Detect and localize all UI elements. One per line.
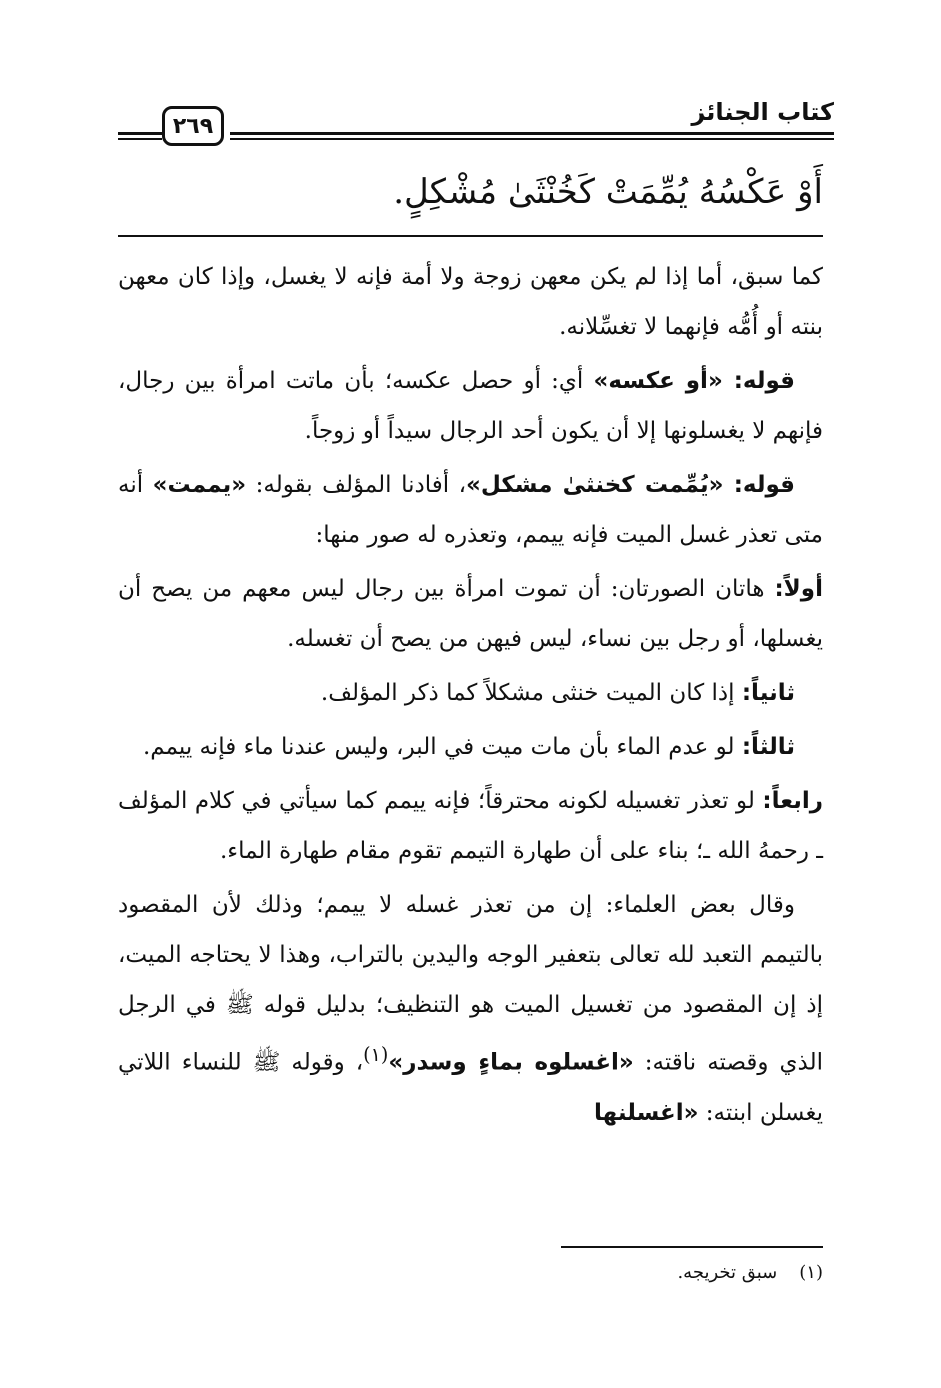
book-title: كتاب الجنائز [691, 98, 834, 126]
commentary [118, 252, 823, 1142]
paragraph [118, 880, 823, 1138]
quote-term: «يممت» [152, 472, 247, 498]
matn-divider [118, 235, 823, 237]
paragraph [118, 356, 823, 456]
header-rule-thin [230, 138, 834, 140]
paragraph [118, 776, 823, 876]
paragraph [118, 564, 823, 664]
footnote-number: (١) [799, 1262, 823, 1283]
footnote [677, 1262, 823, 1283]
footnote-text: سبق تخريجه. [677, 1262, 778, 1283]
paragraph-text: كما سبق، أما إذا لم يكن معهن زوجة ولا أمة فإنه لا يغسل، وإذا كان معهن بنته أو أُمُّه فإنهما لا تغسِّلانه. [118, 264, 823, 340]
page-header [118, 96, 834, 156]
footnote-ref: (١) [363, 1043, 389, 1066]
paragraph-text: ، أفادنا المؤلف بقوله: [246, 472, 467, 498]
header-rule [230, 132, 834, 135]
paragraph-text: لو تعذر تغسيله لكونه محترقاً؛ فإنه ييمم كما سيأتي في كلام المؤلف ـ رحمهُ الله ـ؛ بناء على أن طهارة التيمم تقوم مقام طهارة الماء. [118, 788, 823, 864]
page-number: ٢٦٩ [162, 106, 224, 146]
paragraph-text: إذا كان الميت خنثى مشكلاً كما ذكر المؤلف. [320, 680, 742, 706]
footnote-divider [561, 1246, 823, 1248]
hadith-quote: «اغسلنها [594, 1099, 699, 1126]
paragraph-text: أي: أو حصل عكسه؛ بأن ماتت امرأة بين رجال، فإنهم لا يغسلونها إلا أن يكون أحد الرجال سيداً أو زوجاً. [118, 368, 823, 444]
list-lead: ثالثاً: [741, 734, 795, 760]
paragraph [118, 668, 823, 718]
header-rule-left [118, 132, 162, 135]
paragraph [118, 460, 823, 560]
paragraph-text: هاتان الصورتان: أن تموت امرأة بين رجال ليس معهم من يصح أن يغسلها، أو رجل بين نساء، ليس فيهن من يصح أن تغسله. [118, 576, 823, 652]
list-lead: أولاً: [774, 576, 823, 602]
header-rule-left-thin [118, 138, 162, 140]
paragraph-text: وقال بعض العلماء: إن من تعذر غسله لا ييمم؛ وذلك لأن المقصود بالتيمم التعبد لله تعالى بتعفير الوجه واليدين بالتراب، وهذا لا يحتاجه الميت، إذ إن المقصود من تغسيل الميت هو التنظيف؛ بدليل قوله ﷺ في الرجل الذي وقصته ناقته: [118, 892, 823, 1076]
hadith-quote: «اغسلوه بماءٍ وسدر» [388, 1049, 634, 1076]
list-lead: رابعاً: [762, 788, 823, 814]
paragraph [118, 252, 823, 352]
paragraph-text: أنه متى تعذر غسل الميت فإنه ييمم، وتعذره له صور منها: [118, 472, 823, 548]
list-lead: ثانياً: [741, 680, 795, 706]
quote-lead: قوله: «يُمِّمت كخنثىٰ مشكل» [466, 472, 795, 498]
paragraph-text: ، وقوله ﷺ للنساء اللاتي يغسلن ابنته: [118, 1049, 823, 1126]
paragraph [118, 722, 823, 772]
matn-text: أَوْ عَكْسُهُ يُمِّمَتْ كَخُنْثَىٰ مُشْكِلٍ. [393, 172, 823, 212]
paragraph-text: لو عدم الماء بأن مات ميت في البر، وليس عندنا ماء فإنه ييمم. [142, 734, 742, 760]
quote-lead: قوله: «أو عكسه» [593, 368, 795, 394]
